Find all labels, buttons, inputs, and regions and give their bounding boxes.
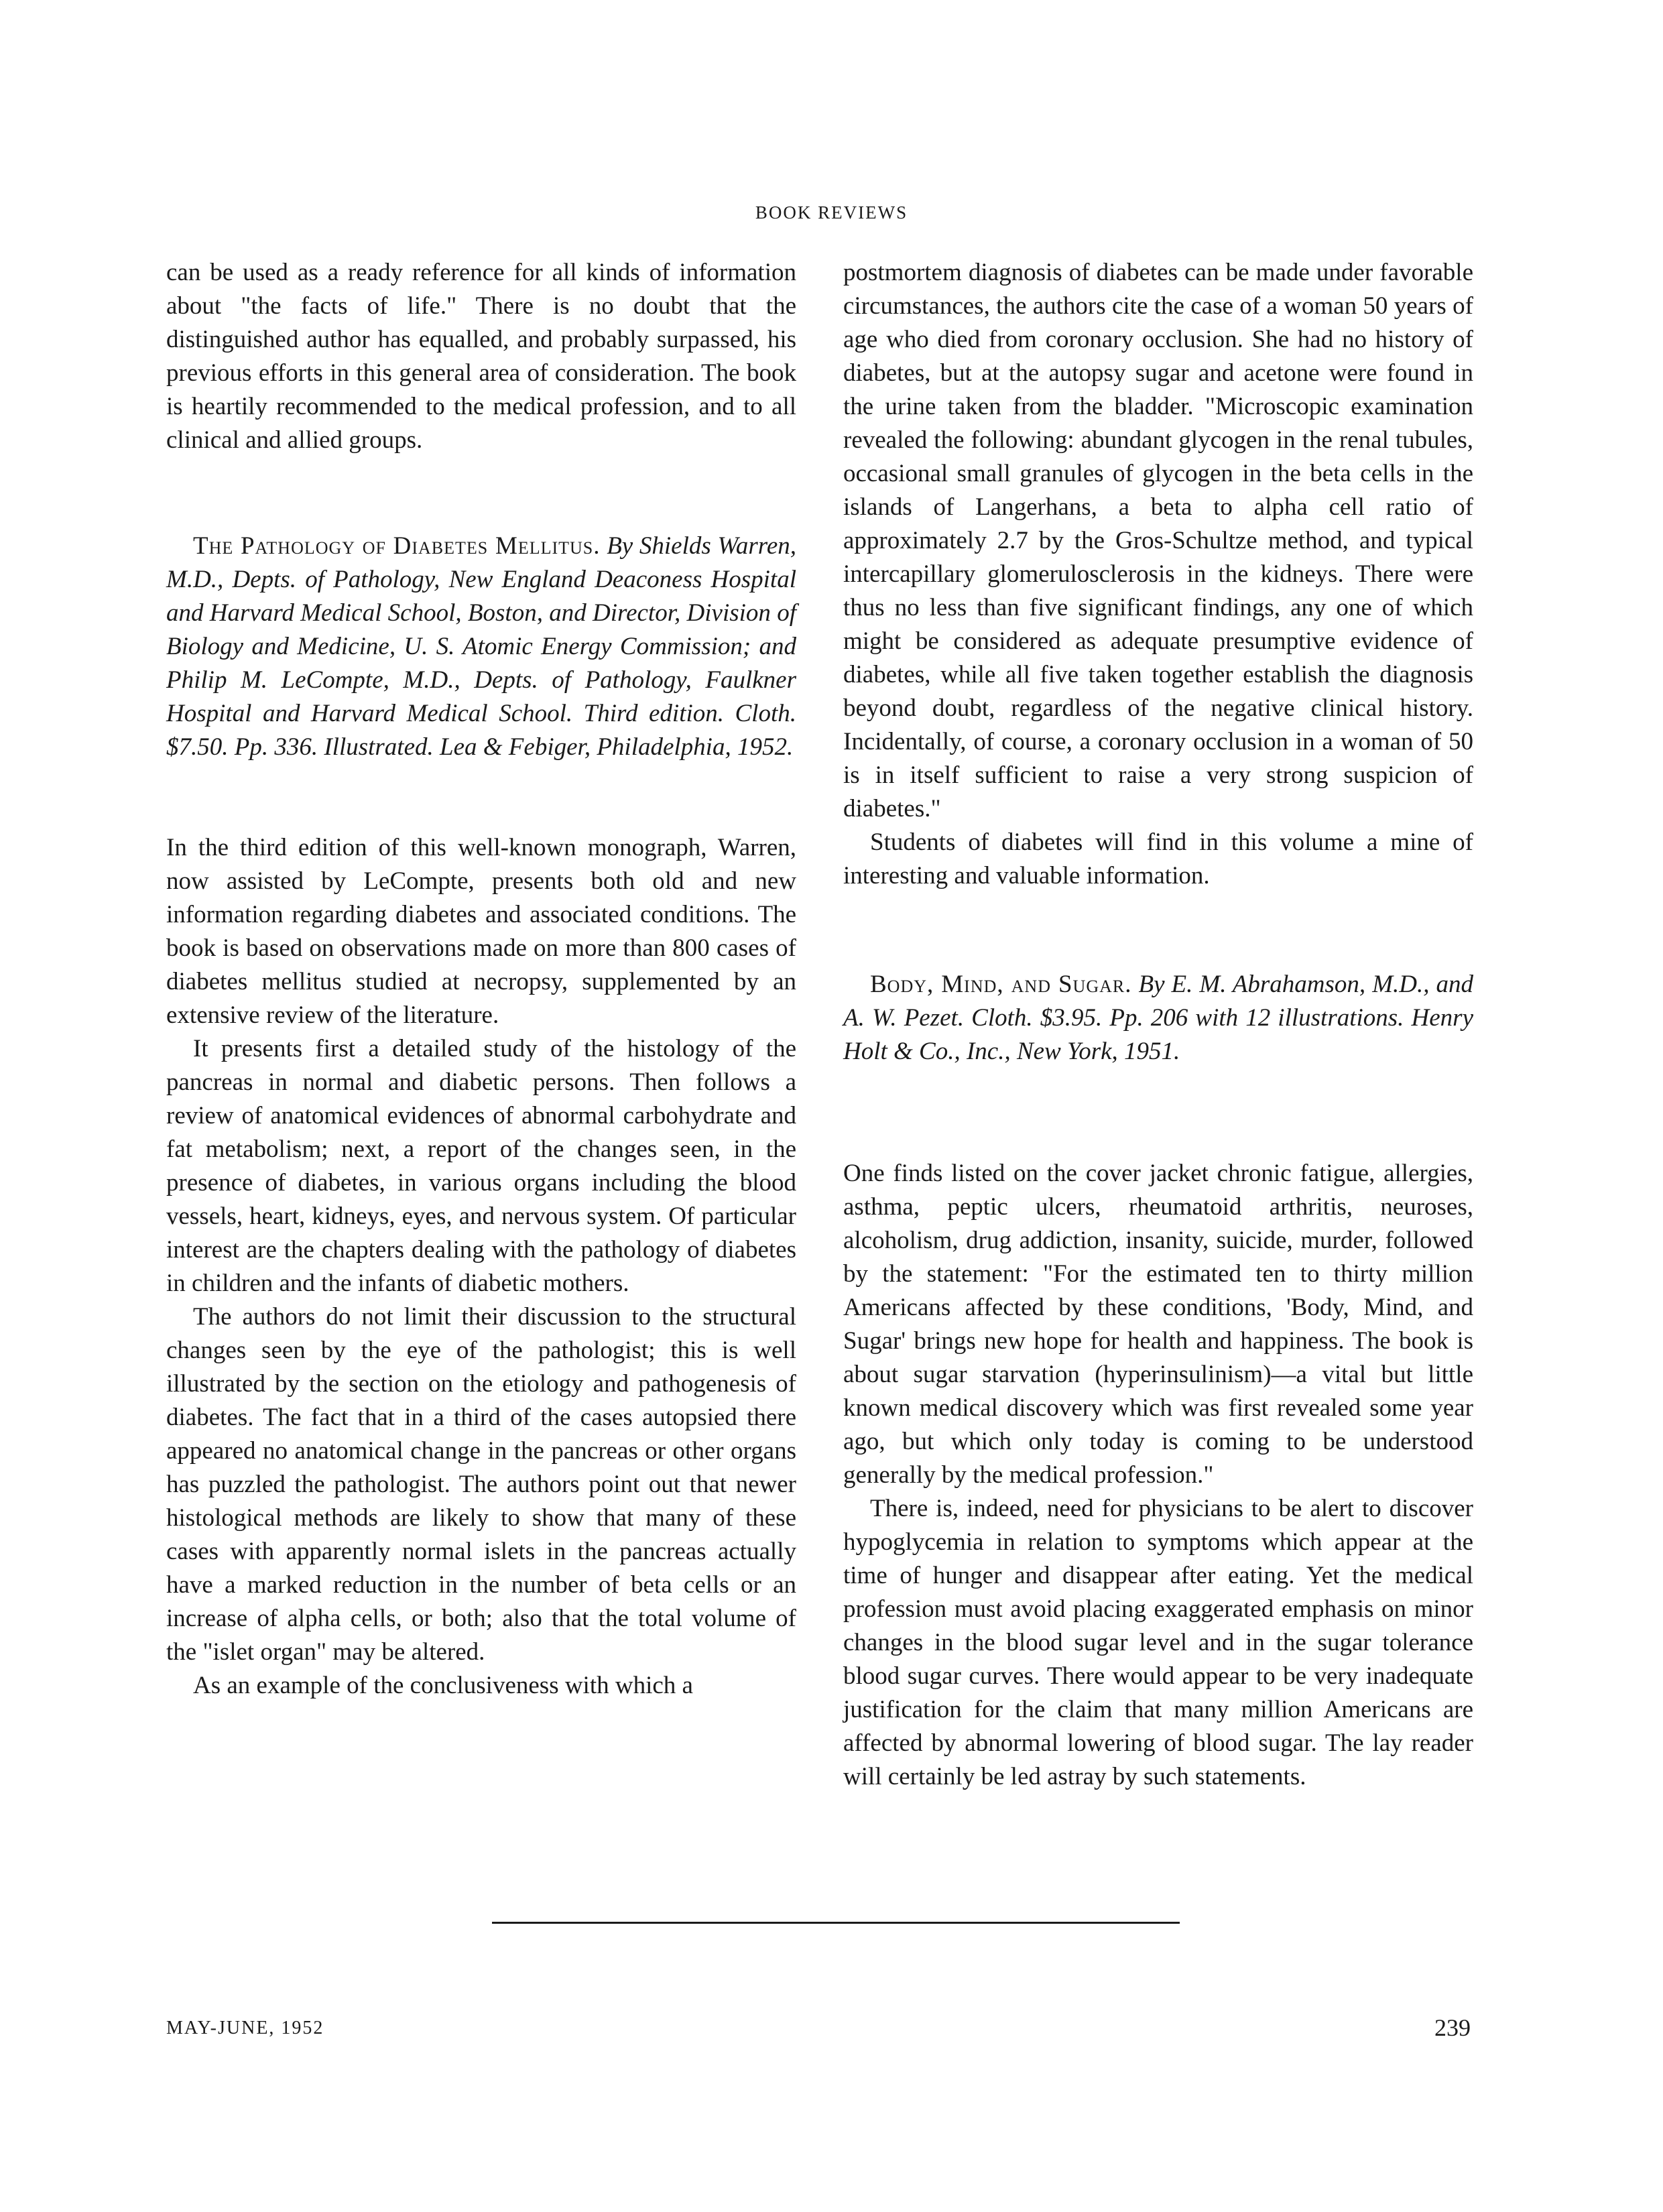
paragraph: The authors do not limit their discussion to the structural changes seen by the eye of the pathologist; this is well illustrated by the section on the etiology and pathogenesis of diabetes. The fact that in a third of the cases autopsied there appeared no anatomical change in the pancreas or other organs has puzzled the pathologist. The authors point out that newer histological methods are likely to show that many of these cases with apparently normal islets in the pancreas actually have a marked reduction in the number of beta cells or an increase of alpha cells, or both; also that the total volume of the "islet organ" may be altered. xyxy=(166,1303,796,1666)
left-column xyxy=(166,256,796,1703)
running-head: BOOK REVIEWS xyxy=(755,202,908,223)
paragraph: In the third edition of this well-known monograph, Warren, now assisted by LeCompte, presents both old and new information regarding diabetes and associated conditions. The book is based on observations made on more than 800 cases of diabetes mellitus studied at necropsy, supplemented by an extensive review of the literature. xyxy=(166,834,796,1029)
review-heading-body-mind-and-sugar xyxy=(843,968,1473,1068)
paragraph: Students of diabetes will find in this volume a mine of interesting and valuable information. xyxy=(843,828,1473,889)
right-column xyxy=(843,256,1473,1794)
review-title: Body, Mind, and Sugar. xyxy=(870,971,1132,998)
paragraph: It presents first a detailed study of the histology of the pancreas in normal and diabetic persons. Then follows a review of anatomical evidences of abnormal carbohydrate and fat metabolism; next, a report of the changes seen, in the presence of diabetes, in various organs including the blood vessels, heart, kidneys, eyes, and nervous system. Of particular interest are the chapters dealing with the pathology of diabetes in children and the infants of diabetic mothers. xyxy=(166,1035,796,1297)
section-divider xyxy=(492,1922,1180,1924)
previous-review-continuation: can be used as a ready reference for all kinds of information about "the facts of life." There is no doubt that the distinguished author has equalled, and probably surpassed, his previous efforts in this general area of consideration. The book is heartily recommended to the medical profession, and to all clinical and allied groups. xyxy=(166,259,796,454)
issue-date: MAY-JUNE, 1952 xyxy=(166,2018,324,2038)
review-title: The Pathology of Diabetes Mellitus. xyxy=(193,532,601,560)
page-number: 239 xyxy=(1434,2014,1471,2041)
review-citation: By E. M. Abrahamson, M.D., and A. W. Pezet. Cloth. $3.95. Pp. 206 with 12 illustrations. Henry Holt & Co., Inc., New York, 1951. xyxy=(843,971,1473,1065)
paragraph: There is, indeed, need for physicians to be alert to discover hypoglycemia in relation to symptoms which appear at the time of hunger and disappear after eating. Yet the medical profession must avoid placing exaggerated emphasis on minor changes in the blood sugar level and in the sugar tolerance blood sugar curves. There would appear to be very inadequate justification for the claim that many million Americans are affected by abnormal lowering of blood sugar. The lay reader will certainly be led astray by such statements. xyxy=(843,1495,1473,1790)
paragraph: One finds listed on the cover jacket chronic fatigue, allergies, asthma, peptic ulcers, rheumatoid arthritis, neuroses, alcoholism, drug addiction, insanity, suicide, murder, followed by the statement: "For the estimated ten to thirty million Americans affected by these conditions, 'Body, Mind, and Sugar' brings new hope for health and happiness. The book is about sugar starvation (hyperinsulinism)—a vital but little known medical discovery which was first revealed some year ago, but which only today is coming to be understood generally by the medical profession." xyxy=(843,1160,1473,1489)
paragraph: postmortem diagnosis of diabetes can be made under favorable circumstances, the authors cite the case of a woman 50 years of age who died from coronary occlusion. She had no history of diabetes, but at the autopsy sugar and acetone were found in the urine taken from the bladder. "Microscopic examination revealed the following: abundant glycogen in the renal tubules, occasional small granules of glycogen in the beta cells in the islands of Langerhans, a beta to alpha cell ratio of approximately 2.7 by the Gros-Schultze method, and typical intercapillary glomerulosclerosis in the kidneys. There were thus no less than five significant findings, any one of which might be considered as adequate presumptive evidence of diabetes, while all five taken together establish the diagnosis beyond doubt, regardless of the negative clinical history. Incidentally, of course, a coronary occlusion in a woman of 50 is in itself sufficient to raise a very strong suspicion of diabetes." xyxy=(843,259,1473,822)
review-heading-pathology-of-diabetes xyxy=(166,530,796,764)
review-citation: By Shields Warren, M.D., Depts. of Pathology, New England Deaconess Hospital and Harvard Medical School, Boston, and Director, Division of Biology and Medicine, U. S. Atomic Energy Commission; and Philip M. LeCompte, M.D., Depts. of Pathology, Faulkner Hospital and Harvard Medical School. Third edition. Cloth. $7.50. Pp. 336. Illustrated. Lea & Febiger, Philadelphia, 1952. xyxy=(166,532,796,761)
paragraph: As an example of the conclusiveness with which a xyxy=(193,1672,693,1699)
